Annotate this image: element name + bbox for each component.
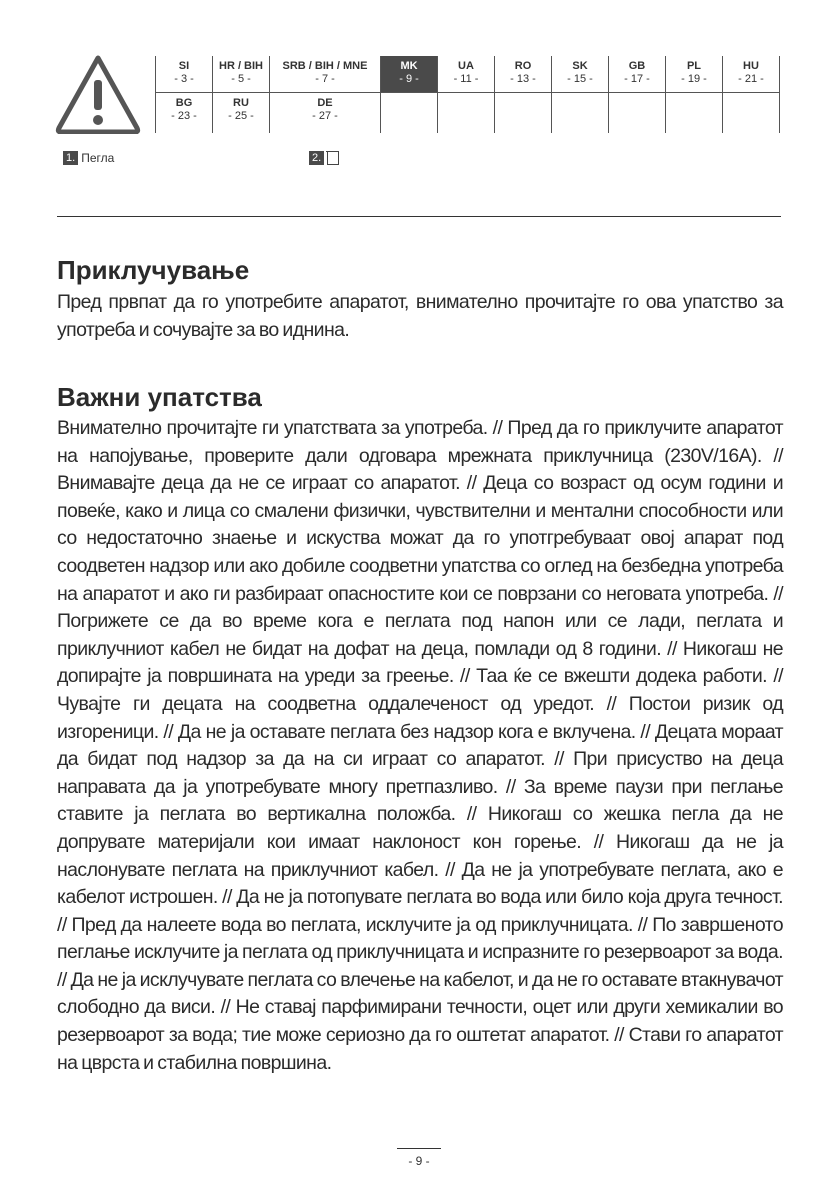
lang-cell-hr-bih[interactable]: HR / BIH - 5 - [213,56,270,93]
lang-cell-bg[interactable]: BG - 23 - [156,93,213,134]
lang-cell-ru[interactable]: RU - 25 - [213,93,270,134]
lang-cell-gb[interactable]: GB - 17 - [609,56,666,93]
section-title-connection: Приклучување [57,255,250,285]
lang-cell-ro[interactable]: RO - 13 - [495,56,552,93]
cup-icon [327,151,339,165]
page-number: - 9 - [397,1148,441,1168]
lang-cell-empty [552,93,609,134]
lang-cell-empty [609,93,666,134]
lang-cell-si[interactable]: SI - 3 - [156,56,213,93]
lang-cell-de[interactable]: DE - 27 - [270,93,381,134]
lang-cell-empty [666,93,723,134]
section-body-connection: Пред првпат да го употребите апаратот, внимателно прочитајте го ова упатство за употреба и сочувајте за во иднина. [57,291,783,341]
lang-cell-ua[interactable]: UA - 11 - [438,56,495,93]
lang-cell-mk-active[interactable]: MK - 9 - [381,56,438,93]
section-body-important-instructions: Внимателно прочитајте ги упатствата за употреба. // Пред да го приклучите апаратот на напојување, проверите дали одговара мрежната приклучница (230V/16A). // Внимавајте деца да не се играат со апаратот. // Деца со возраст од осум години и повеќе, како и лица со смалени физички, чувствителни и ментални способности или со недостаточно знаење и искуства можат да го употгребуваат овој апарат под соодветен надзор или ако добиле соодветни упатства со оглед на безбедна употреба на апаратот и ако ги разбираат опасностите кои се поврзани со неговата употреба. // Погрижете се да во време кога е пеглата под напон или се лади, пеглата и приклучниот кабел не бидат на дофат на деца, помлади од 8 години. // Никогаш не допирајте ја површината на уреди за греење. // Таа ќе се вжешти додека работи. // Чувајте ги децата на соодветна оддалеченост од уредот. // Постои ризик од изгореници. // Да не ја оставате пеглата без надзор кога е вклучена. // Децата мораат да бидат под надзор за да на си играат со апаратот. // При присуство на деца направата да ја употребувате многу претпазливо. // За време паузи при пеглање ставите ја пеглата во вертикална положба. // Никогаш со жешка пегла да не допрувате материјали кои имаат наклоност кон горење. // Никогаш да не ја наслонувате пеглата на приклучниот кабел. // Да не ја употребувате пеглата, ако е кабелот истрошен. // Да не ја потопувате пеглата во вода или било која друга течност. // Пред да налеете вода во пеглата, исклучите ја од приклучницата. // По завршеното пеглање исклучите ја пеглата од приклучницата и испразните го резервоарот за вода. // Да не ја исклучувате пеглата со влечење на кабелот, и да не го оставате втакнувачот слободно да виси. // Не ставај парфимирани течности, оцет или други хемикалии во резервоарот за вода; тие може сериозно да го оштетат апаратот. // Стави го апаратот на цврста и стабилна површина. [57,417,783,1074]
legend-item-2 [309,150,339,166]
language-index-table [155,56,780,133]
lang-cell-empty [381,93,438,134]
legend-label-1: Пегла [81,151,115,165]
lang-cell-empty [438,93,495,134]
legend-item-1 [63,150,114,166]
lang-cell-empty [495,93,552,134]
section-title-important-instructions: Важни упатства [57,382,262,412]
lang-cell-empty [723,93,780,134]
lang-cell-srb-bih-mne[interactable]: SRB / BIH / MNE - 7 - [270,56,381,93]
lang-cell-sk[interactable]: SK - 15 - [552,56,609,93]
header-divider [57,216,781,217]
lang-cell-pl[interactable]: PL - 19 - [666,56,723,93]
legend-number-2: 2. [309,151,324,165]
warning-icon [55,54,141,134]
legend-number-1: 1. [63,151,78,165]
lang-cell-hu[interactable]: HU - 21 - [723,56,780,93]
